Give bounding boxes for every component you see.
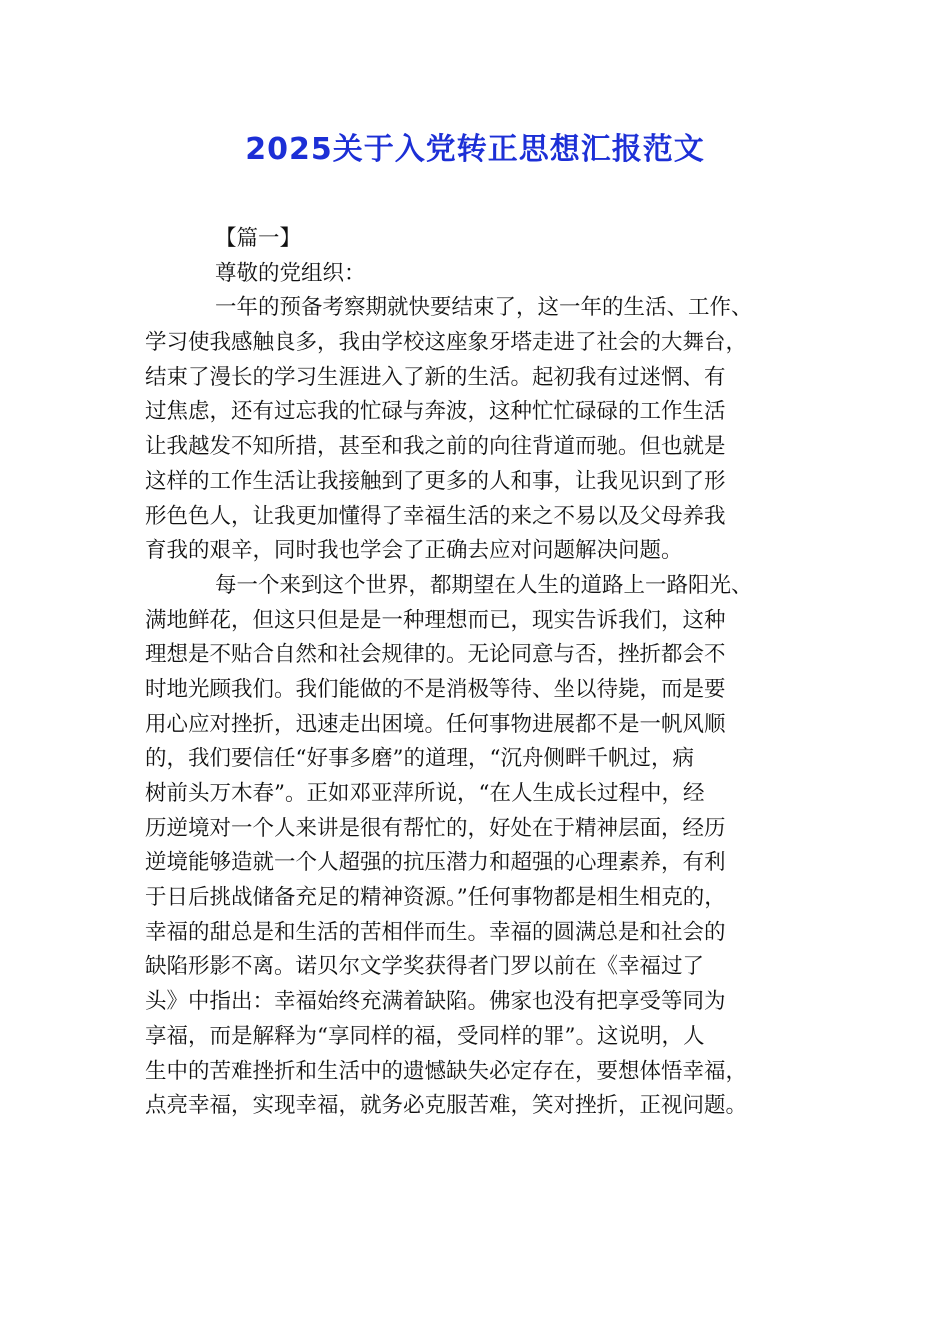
paragraph-line: 育我的艰辛，同时我也学会了正确去应对问题解决问题。	[145, 538, 683, 564]
paragraph-line: 树前头万木春”。正如邓亚萍所说，“在人生成长过程中，经	[145, 781, 705, 806]
section-heading: 【篇一】	[215, 226, 302, 251]
paragraph-line: 用心应对挫折，迅速走出困境。任何事物进展都不是一帆风顺	[145, 711, 726, 737]
paragraph-line: 逆境能够造就一个人超强的抗压潜力和超强的心理素养，有利	[145, 850, 726, 876]
document-body	[145, 222, 810, 1124]
paragraph-line: 生中的苦难挫折和生活中的遗憾缺失必定存在，要想体悟幸福，	[145, 1058, 748, 1084]
paragraph-line: 缺陷形影不离。诺贝尔文学奖获得者门罗以前在《幸福过了	[145, 954, 705, 980]
paragraph-line: 过焦虑，还有过忘我的忙碌与奔波，这种忙忙碌碌的工作生活	[145, 399, 726, 425]
paragraph-line: 让我越发不知所措，甚至和我之前的向往背道而驰。但也就是	[145, 434, 726, 460]
paragraph-line: 点亮幸福，实现幸福，就务必克服苦难，笑对挫折，正视问题。	[145, 1093, 748, 1119]
paragraph-line: 满地鲜花，但这只但是是一种理想而已，现实告诉我们，这种	[145, 607, 726, 633]
paragraph-line: 享福，而是解释为“享同样的福，受同样的罪”。这说明，人	[145, 1023, 705, 1049]
paragraph-line: 结束了漫长的学习生涯进入了新的生活。起初我有过迷惘、有	[145, 364, 726, 390]
document-title: 2025关于入党转正思想汇报范文	[245, 132, 705, 167]
paragraph-line: 头》中指出：幸福始终充满着缺陷。佛家也没有把享受等同为	[145, 989, 726, 1015]
paragraph-line: 历逆境对一个人来讲是很有帮忙的，好处在于精神层面，经历	[145, 815, 726, 841]
paragraph-line: 每一个来到这个世界，都期望在人生的道路上一路阳光、	[215, 572, 753, 598]
paragraph-line: 这样的工作生活让我接触到了更多的人和事，让我见识到了形	[145, 468, 726, 494]
paragraph-1	[145, 291, 810, 569]
paragraph-line: 时地光顾我们。我们能做的不是消极等待、坐以待毙，而是要	[145, 676, 726, 702]
paragraph-line: 幸福的甜总是和生活的苦相伴而生。幸福的圆满总是和社会的	[145, 919, 726, 945]
paragraph-line: 于日后挑战储备充足的精神资源。”任何事物都是相生相克的，	[145, 885, 726, 911]
paragraph-line: 的，我们要信任“好事多磨”的道理，“沉舟侧畔千帆过，病	[145, 746, 694, 772]
paragraph-line: 学习使我感触良多，我由学校这座象牙塔走进了社会的大舞台，	[145, 330, 748, 356]
paragraph-line: 理想是不贴合自然和社会规律的。无论同意与否，挫折都会不	[145, 642, 726, 668]
paragraph-line: 形色色人，让我更加懂得了幸福生活的来之不易以及父母养我	[145, 503, 726, 529]
salutation: 尊敬的党组织：	[215, 260, 366, 286]
paragraph-line: 一年的预备考察期就快要结束了，这一年的生活、工作、	[215, 295, 753, 321]
paragraph-2	[145, 569, 810, 1124]
